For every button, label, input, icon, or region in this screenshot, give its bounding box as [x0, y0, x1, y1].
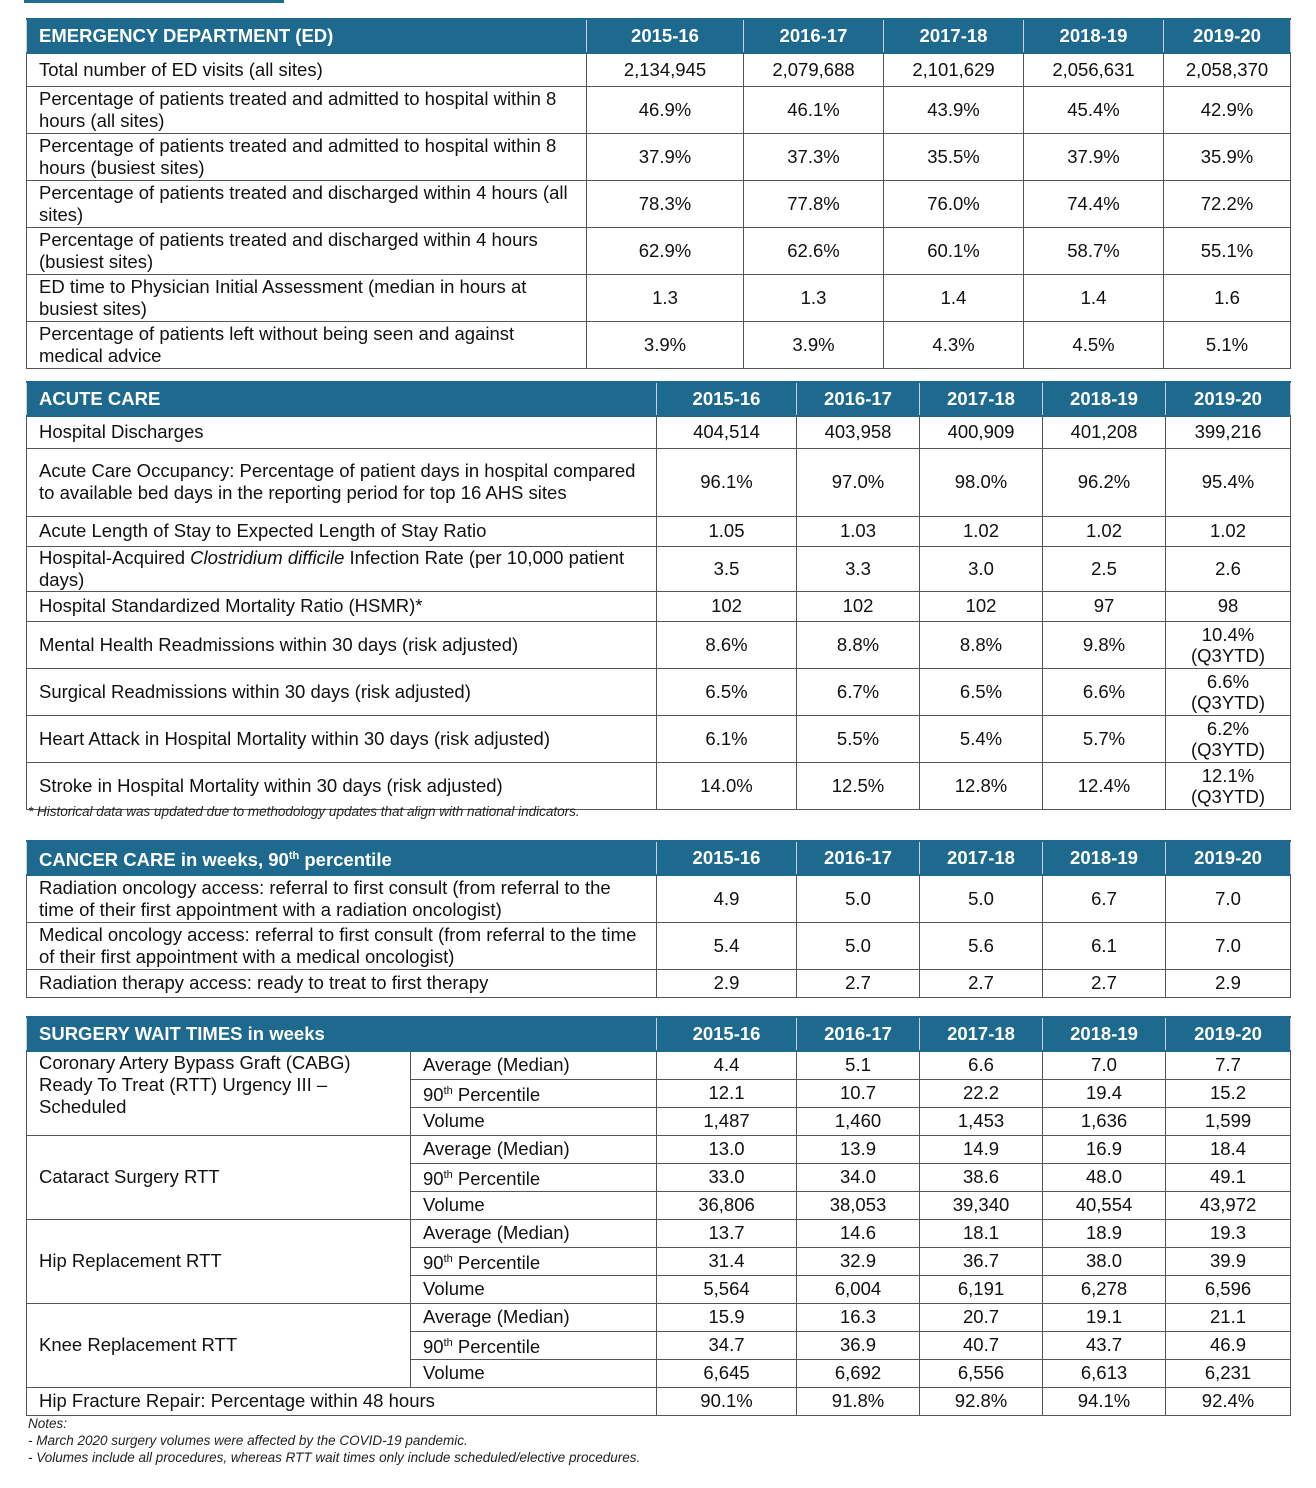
value-cell: 2.9: [657, 969, 797, 997]
value-cell: 6.1: [1043, 922, 1166, 969]
ed-row: [27, 53, 1291, 86]
value-cell: 3.5: [657, 546, 797, 591]
value-cell: 6,278: [1043, 1275, 1166, 1303]
acute-care-table: [26, 381, 1291, 810]
value-cell: 37.9%: [587, 133, 744, 180]
value-cell: 6,231: [1166, 1359, 1291, 1387]
value-cell: 97: [1043, 591, 1166, 621]
top-accent-bar: [24, 0, 284, 3]
value-cell: 36.9: [797, 1331, 920, 1359]
value-cell: 62.6%: [744, 227, 884, 274]
value-cell: 6,596: [1166, 1275, 1291, 1303]
value-cell: 4.3%: [884, 321, 1024, 368]
ed-row: [27, 274, 1291, 321]
value-cell: 1,487: [657, 1107, 797, 1135]
value-cell: 6,645: [657, 1359, 797, 1387]
value-cell: 40.7: [920, 1331, 1043, 1359]
value-cell: 7.0: [1166, 922, 1291, 969]
year-header: 2017-18: [920, 1017, 1043, 1051]
row-label: Radiation therapy access: ready to treat to first therapy: [27, 969, 657, 997]
value-cell: 6.2% (Q3YTD): [1166, 715, 1291, 762]
value-cell: 1,599: [1166, 1107, 1291, 1135]
cancer-row: [27, 969, 1291, 997]
value-cell: 32.9: [797, 1247, 920, 1275]
value-cell: 49.1: [1166, 1163, 1291, 1191]
acute-row: [27, 715, 1291, 762]
year-header: 2015-16: [657, 841, 797, 875]
value-cell: 10.7: [797, 1079, 920, 1107]
value-cell: 6.6: [920, 1051, 1043, 1079]
surgery-row: [27, 1135, 1291, 1163]
value-cell: 403,958: [797, 416, 920, 448]
acute-footnote: * Historical data was updated due to methodology updates that align with national indicators.: [28, 804, 580, 819]
acute-row: [27, 546, 1291, 591]
value-cell: 2.9: [1166, 969, 1291, 997]
value-cell: 5.0: [920, 875, 1043, 922]
value-cell: 6,556: [920, 1359, 1043, 1387]
value-cell: 1,460: [797, 1107, 920, 1135]
value-cell: 19.3: [1166, 1219, 1291, 1247]
value-cell: 77.8%: [744, 180, 884, 227]
surgery-row: [27, 1303, 1291, 1331]
cancer-header-row: [27, 841, 1291, 875]
value-cell: 6.5%: [920, 668, 1043, 715]
ed-header-row: [27, 19, 1291, 53]
ed-table: [26, 18, 1291, 369]
row-label: Percentage of patients treated and admitted to hospital within 8 hours (all sites): [27, 86, 587, 133]
year-header: 2015-16: [587, 19, 744, 53]
value-cell: 8.8%: [920, 621, 1043, 668]
value-cell: 5.6: [920, 922, 1043, 969]
value-cell: 6.6% (Q3YTD): [1166, 668, 1291, 715]
year-header: 2019-20: [1164, 19, 1291, 53]
metric-label: Average (Median): [411, 1303, 657, 1331]
surgery-header-row: [27, 1017, 1291, 1051]
acute-header-row: [27, 382, 1291, 416]
acute-row: [27, 416, 1291, 448]
value-cell: 6.5%: [657, 668, 797, 715]
value-cell: 3.9%: [587, 321, 744, 368]
procedure-label: Coronary Artery Bypass Graft (CABG) Ready To Treat (RTT) Urgency III – Scheduled: [27, 1051, 411, 1135]
row-label: Acute Length of Stay to Expected Length of Stay Ratio: [27, 516, 657, 546]
row-label: Hospital Discharges: [27, 416, 657, 448]
value-cell: 1.02: [1043, 516, 1166, 546]
value-cell: 5.1%: [1164, 321, 1291, 368]
acute-section-title: ACUTE CARE: [27, 382, 657, 416]
surgery-section-title: SURGERY WAIT TIMES in weeks: [27, 1017, 657, 1051]
acute-row: [27, 591, 1291, 621]
value-cell: 15.9: [657, 1303, 797, 1331]
value-cell: 97.0%: [797, 448, 920, 516]
note-line: - Volumes include all procedures, whereas RTT wait times only include scheduled/elective procedures.: [28, 1450, 641, 1465]
value-cell: 94.1%: [1043, 1387, 1166, 1415]
value-cell: 96.2%: [1043, 448, 1166, 516]
value-cell: 1.02: [1166, 516, 1291, 546]
note-line: - March 2020 surgery volumes were affected by the COVID-19 pandemic.: [28, 1433, 468, 1448]
metric-label: Volume: [411, 1359, 657, 1387]
year-header: 2015-16: [657, 382, 797, 416]
value-cell: 8.8%: [797, 621, 920, 668]
value-cell: 12.8%: [920, 762, 1043, 809]
value-cell: 1.05: [657, 516, 797, 546]
value-cell: 46.9%: [587, 86, 744, 133]
year-header: 2019-20: [1166, 1017, 1291, 1051]
value-cell: 92.8%: [920, 1387, 1043, 1415]
value-cell: 2,101,629: [884, 53, 1024, 86]
value-cell: 5.1: [797, 1051, 920, 1079]
value-cell: 7.0: [1166, 875, 1291, 922]
metric-label: Average (Median): [411, 1051, 657, 1079]
year-header: 2016-17: [797, 1017, 920, 1051]
value-cell: 7.0: [1043, 1051, 1166, 1079]
value-cell: 6.7: [1043, 875, 1166, 922]
value-cell: 37.9%: [1024, 133, 1164, 180]
value-cell: 3.3: [797, 546, 920, 591]
value-cell: 21.1: [1166, 1303, 1291, 1331]
value-cell: 1,453: [920, 1107, 1043, 1135]
cancer-section-title: CANCER CARE in weeks, 90th percentile: [27, 841, 657, 875]
value-cell: 34.0: [797, 1163, 920, 1191]
value-cell: 18.9: [1043, 1219, 1166, 1247]
acute-row: [27, 668, 1291, 715]
value-cell: 38.0: [1043, 1247, 1166, 1275]
value-cell: 2,079,688: [744, 53, 884, 86]
row-label: Hospital-Acquired Clostridium difficile Infection Rate (per 10,000 patient days): [27, 546, 657, 591]
value-cell: 10.4% (Q3YTD): [1166, 621, 1291, 668]
row-label: Heart Attack in Hospital Mortality within 30 days (risk adjusted): [27, 715, 657, 762]
acute-row: [27, 762, 1291, 809]
procedure-label: Cataract Surgery RTT: [27, 1135, 411, 1219]
value-cell: 20.7: [920, 1303, 1043, 1331]
row-label: Percentage of patients treated and discharged within 4 hours (busiest sites): [27, 227, 587, 274]
value-cell: 400,909: [920, 416, 1043, 448]
value-cell: 2,058,370: [1164, 53, 1291, 86]
value-cell: 34.7: [657, 1331, 797, 1359]
value-cell: 5.4: [657, 922, 797, 969]
row-label: Stroke in Hospital Mortality within 30 days (risk adjusted): [27, 762, 657, 809]
value-cell: 3.0: [920, 546, 1043, 591]
value-cell: 2,134,945: [587, 53, 744, 86]
value-cell: 5,564: [657, 1275, 797, 1303]
value-cell: 18.1: [920, 1219, 1043, 1247]
value-cell: 2.5: [1043, 546, 1166, 591]
value-cell: 2.7: [1043, 969, 1166, 997]
surgery-wait-times-table: [26, 1016, 1291, 1416]
year-header: 2015-16: [657, 1017, 797, 1051]
row-label: Hip Fracture Repair: Percentage within 48 hours: [27, 1387, 657, 1415]
value-cell: 15.2: [1166, 1079, 1291, 1107]
value-cell: 12.4%: [1043, 762, 1166, 809]
year-header: 2018-19: [1043, 382, 1166, 416]
value-cell: 40,554: [1043, 1191, 1166, 1219]
value-cell: 42.9%: [1164, 86, 1291, 133]
value-cell: 19.1: [1043, 1303, 1166, 1331]
year-header: 2016-17: [797, 382, 920, 416]
value-cell: 33.0: [657, 1163, 797, 1191]
row-label: Radiation oncology access: referral to first consult (from referral to the time of their first appointment with a radiation oncologist): [27, 875, 657, 922]
value-cell: 404,514: [657, 416, 797, 448]
value-cell: 16.3: [797, 1303, 920, 1331]
value-cell: 14.9: [920, 1135, 1043, 1163]
value-cell: 19.4: [1043, 1079, 1166, 1107]
value-cell: 78.3%: [587, 180, 744, 227]
value-cell: 37.3%: [744, 133, 884, 180]
value-cell: 2.7: [920, 969, 1043, 997]
value-cell: 1,636: [1043, 1107, 1166, 1135]
value-cell: 2.7: [797, 969, 920, 997]
value-cell: 96.1%: [657, 448, 797, 516]
year-header: 2016-17: [797, 841, 920, 875]
surgery-notes: [28, 1415, 640, 1466]
year-header: 2018-19: [1043, 841, 1166, 875]
row-label: Hospital Standardized Mortality Ratio (HSMR)*: [27, 591, 657, 621]
value-cell: 92.4%: [1166, 1387, 1291, 1415]
value-cell: 1.4: [1024, 274, 1164, 321]
value-cell: 13.0: [657, 1135, 797, 1163]
value-cell: 7.7: [1166, 1051, 1291, 1079]
value-cell: 31.4: [657, 1247, 797, 1275]
value-cell: 38,053: [797, 1191, 920, 1219]
value-cell: 1.3: [744, 274, 884, 321]
value-cell: 3.9%: [744, 321, 884, 368]
value-cell: 5.5%: [797, 715, 920, 762]
year-header: 2017-18: [920, 382, 1043, 416]
value-cell: 45.4%: [1024, 86, 1164, 133]
ed-row: [27, 133, 1291, 180]
value-cell: 5.7%: [1043, 715, 1166, 762]
value-cell: 43,972: [1166, 1191, 1291, 1219]
value-cell: 8.6%: [657, 621, 797, 668]
ed-row: [27, 321, 1291, 368]
value-cell: 55.1%: [1164, 227, 1291, 274]
year-header: 2018-19: [1024, 19, 1164, 53]
year-header: 2017-18: [884, 19, 1024, 53]
cancer-care-table: [26, 840, 1291, 998]
value-cell: 1.3: [587, 274, 744, 321]
value-cell: 98: [1166, 591, 1291, 621]
value-cell: 16.9: [1043, 1135, 1166, 1163]
ed-row: [27, 86, 1291, 133]
value-cell: 4.4: [657, 1051, 797, 1079]
value-cell: 12.1% (Q3YTD): [1166, 762, 1291, 809]
acute-row: [27, 448, 1291, 516]
value-cell: 43.9%: [884, 86, 1024, 133]
ed-section-title: EMERGENCY DEPARTMENT (ED): [27, 19, 587, 53]
procedure-label: Hip Replacement RTT: [27, 1219, 411, 1303]
acute-row: [27, 516, 1291, 546]
metric-label: Average (Median): [411, 1219, 657, 1247]
value-cell: 39,340: [920, 1191, 1043, 1219]
year-header: 2019-20: [1166, 382, 1291, 416]
row-label: ED time to Physician Initial Assessment (median in hours at busiest sites): [27, 274, 587, 321]
row-label: Total number of ED visits (all sites): [27, 53, 587, 86]
value-cell: 36,806: [657, 1191, 797, 1219]
ed-row: [27, 180, 1291, 227]
row-label: Surgical Readmissions within 30 days (risk adjusted): [27, 668, 657, 715]
value-cell: 6.7%: [797, 668, 920, 715]
value-cell: 48.0: [1043, 1163, 1166, 1191]
value-cell: 22.2: [920, 1079, 1043, 1107]
value-cell: 12.1: [657, 1079, 797, 1107]
value-cell: 6,692: [797, 1359, 920, 1387]
year-header: 2017-18: [920, 841, 1043, 875]
value-cell: 14.6: [797, 1219, 920, 1247]
row-label: Acute Care Occupancy: Percentage of patient days in hospital compared to available bed days in the reporting period for top 16 AHS sites: [27, 448, 657, 516]
value-cell: 46.9: [1166, 1331, 1291, 1359]
acute-row: [27, 621, 1291, 668]
metric-label: Volume: [411, 1107, 657, 1135]
year-header: 2018-19: [1043, 1017, 1166, 1051]
value-cell: 60.1%: [884, 227, 1024, 274]
value-cell: 72.2%: [1164, 180, 1291, 227]
surgery-row: [27, 1219, 1291, 1247]
value-cell: 6.1%: [657, 715, 797, 762]
value-cell: 90.1%: [657, 1387, 797, 1415]
value-cell: 98.0%: [920, 448, 1043, 516]
value-cell: 35.5%: [884, 133, 1024, 180]
value-cell: 102: [657, 591, 797, 621]
notes-title: Notes:: [28, 1416, 68, 1431]
value-cell: 2,056,631: [1024, 53, 1164, 86]
value-cell: 9.8%: [1043, 621, 1166, 668]
value-cell: 12.5%: [797, 762, 920, 809]
metric-label: 90th Percentile: [411, 1331, 657, 1359]
value-cell: 5.0: [797, 875, 920, 922]
value-cell: 6.6%: [1043, 668, 1166, 715]
value-cell: 74.4%: [1024, 180, 1164, 227]
value-cell: 1.03: [797, 516, 920, 546]
row-label: Percentage of patients left without being seen and against medical advice: [27, 321, 587, 368]
metric-label: Volume: [411, 1191, 657, 1219]
value-cell: 6,191: [920, 1275, 1043, 1303]
value-cell: 5.4%: [920, 715, 1043, 762]
value-cell: 58.7%: [1024, 227, 1164, 274]
row-label: Percentage of patients treated and discharged within 4 hours (all sites): [27, 180, 587, 227]
value-cell: 39.9: [1166, 1247, 1291, 1275]
value-cell: 401,208: [1043, 416, 1166, 448]
surgery-row: [27, 1051, 1291, 1079]
year-header: 2019-20: [1166, 841, 1291, 875]
value-cell: 14.0%: [657, 762, 797, 809]
cancer-row: [27, 875, 1291, 922]
value-cell: 102: [797, 591, 920, 621]
value-cell: 35.9%: [1164, 133, 1291, 180]
value-cell: 1.4: [884, 274, 1024, 321]
row-label: Medical oncology access: referral to first consult (from referral to the time of their first appointment with a medical oncologist): [27, 922, 657, 969]
row-label: Percentage of patients treated and admitted to hospital within 8 hours (busiest sites): [27, 133, 587, 180]
value-cell: 95.4%: [1166, 448, 1291, 516]
cancer-row: [27, 922, 1291, 969]
metric-label: 90th Percentile: [411, 1163, 657, 1191]
value-cell: 5.0: [797, 922, 920, 969]
value-cell: 18.4: [1166, 1135, 1291, 1163]
procedure-label: Knee Replacement RTT: [27, 1303, 411, 1387]
metric-label: Volume: [411, 1275, 657, 1303]
value-cell: 76.0%: [884, 180, 1024, 227]
value-cell: 43.7: [1043, 1331, 1166, 1359]
value-cell: 46.1%: [744, 86, 884, 133]
value-cell: 6,613: [1043, 1359, 1166, 1387]
hip-fracture-row: [27, 1387, 1291, 1415]
value-cell: 399,216: [1166, 416, 1291, 448]
value-cell: 1.02: [920, 516, 1043, 546]
value-cell: 102: [920, 591, 1043, 621]
value-cell: 62.9%: [587, 227, 744, 274]
metric-label: 90th Percentile: [411, 1247, 657, 1275]
value-cell: 38.6: [920, 1163, 1043, 1191]
value-cell: 36.7: [920, 1247, 1043, 1275]
value-cell: 13.9: [797, 1135, 920, 1163]
value-cell: 4.5%: [1024, 321, 1164, 368]
ed-row: [27, 227, 1291, 274]
metric-label: Average (Median): [411, 1135, 657, 1163]
value-cell: 13.7: [657, 1219, 797, 1247]
value-cell: 1.6: [1164, 274, 1291, 321]
value-cell: 91.8%: [797, 1387, 920, 1415]
value-cell: 2.6: [1166, 546, 1291, 591]
year-header: 2016-17: [744, 19, 884, 53]
value-cell: 4.9: [657, 875, 797, 922]
row-label: Mental Health Readmissions within 30 days (risk adjusted): [27, 621, 657, 668]
value-cell: 6,004: [797, 1275, 920, 1303]
metric-label: 90th Percentile: [411, 1079, 657, 1107]
